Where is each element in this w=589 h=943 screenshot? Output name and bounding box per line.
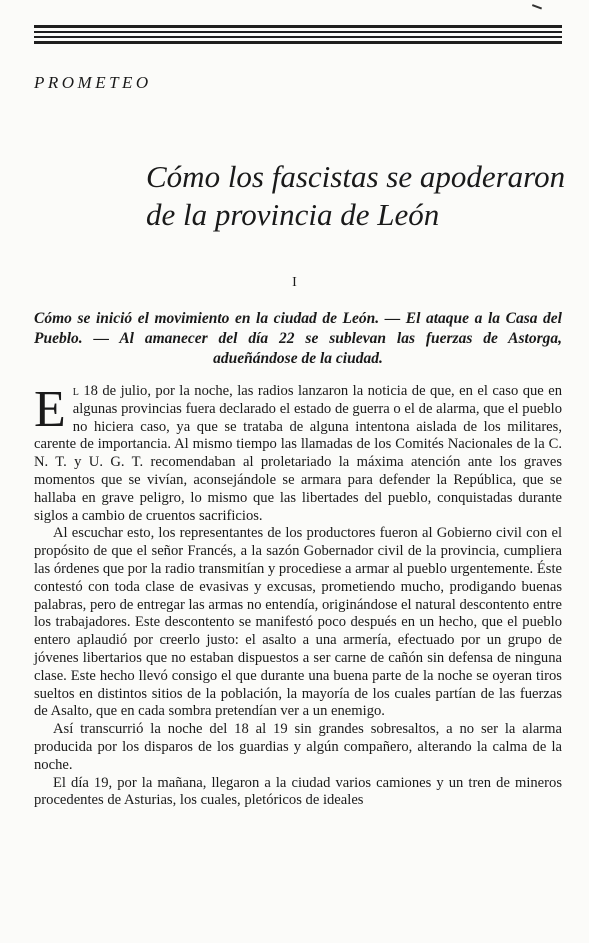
- paragraph: [34, 383, 562, 525]
- section-number: I: [292, 275, 297, 290]
- paragraph: El día 19, por la mañana, llegaron a la ciudad varios camiones y un tren de mineros procedentes de Asturias, los cuales, pletóricos de ideales: [34, 774, 562, 809]
- header-rule: [34, 41, 562, 44]
- article-title-line: Cómo los fascistas se apoderaron: [146, 159, 566, 194]
- header-rule: [34, 36, 562, 38]
- header-rule: [34, 31, 562, 33]
- article-body: [34, 383, 562, 810]
- drop-cap: E: [34, 381, 66, 438]
- running-header: PROMETEO: [34, 73, 152, 92]
- header-rules: [34, 25, 562, 47]
- article-title-line: de la provincia de León: [146, 197, 440, 232]
- header-rule: [34, 25, 562, 28]
- paragraph-lead: l: [72, 383, 79, 399]
- article-title: [146, 158, 576, 234]
- corner-mark: [532, 0, 544, 9]
- section-subtitle: Cómo se inició el movimiento en la ciudad de León. — El ataque a la Casa del Pueblo. — Al amanecer del día 22 se sublevan las fuerzas de Astorga, adueñándose de la ciudad.: [34, 310, 562, 367]
- paragraph: Así transcurrió la noche del 18 al 19 sin grandes sobresaltos, a no ser la alarma producida por los disparos de los guardias y algún compañero, alterando la calma de la noche.: [34, 721, 562, 773]
- paragraph-text: 18 de julio, por la noche, las radios lanzaron la noticia de que, en el caso que en algunas provincias fuera declarado el estado de guerra o el de alarma, que el pueblo no hiciera caso, ya que se trataba de alguna intentona aislada de los militares, carente de importancia. Al mismo tiempo las llamadas de los Comités Nacionales de la C. N. T. y U. G. T. recomendaban al proletariado la máxima atención ante los graves momentos que se vivían, aconsejándole se armara para defender la República, que se hallaba en grave peligro, lo mismo que las libertades del pueblo, conquistadas durante siglos a cambio de cruentos sacrificios.: [34, 383, 562, 524]
- paragraph: Al escuchar esto, los representantes de los productores fueron al Gobierno civil con el propósito de que el señor Francés, a la sazón Gobernador civil de la provincia, cumpliera las órdenes que por la radio transmitían y procediese a armar al pueblo urgentemente. Éste contestó con toda clase de evasivas y excusas, prometiendo mucho, prodigando buenas palabras, pero de entregar las armas no entendía, originándose el natural descontento entre los trabajadores. Este descontento se manifestó poco después en un hecho, que el pueblo entero aplaudió por creerlo justo: el asalto a una armería, efectuado por un grupo de jóvenes libertarios que no estaban dispuestos a ser carne de cañón sin defensa de ninguna clase. Este hecho llevó consigo el que durante una buena parte de la noche se oyeran tiros sueltos en distintos sitios de la población, la mayoría de los cuales partían de las fuerzas de Asalto, que en cada sombra pretendían ver a un enemigo.: [34, 525, 562, 720]
